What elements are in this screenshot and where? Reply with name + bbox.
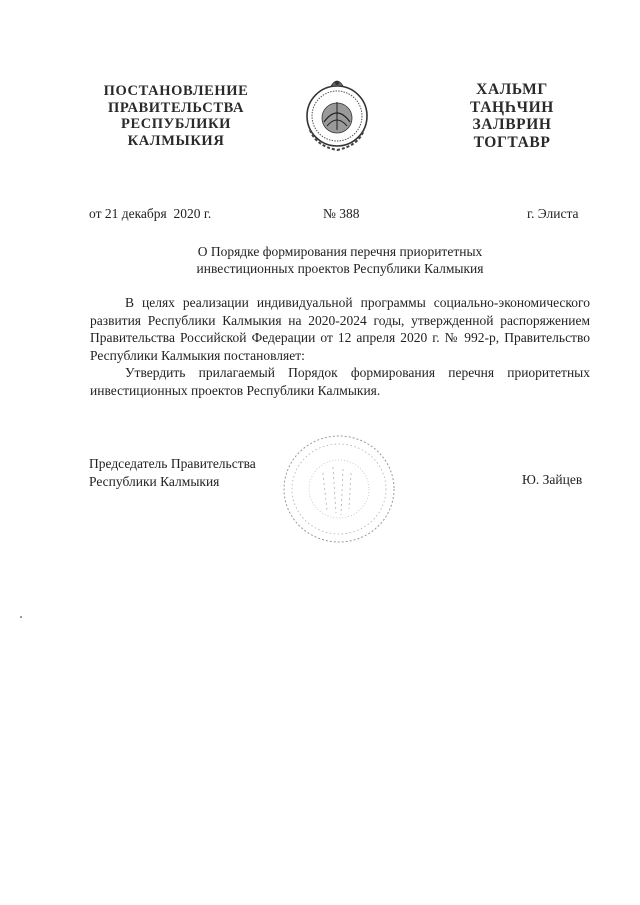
signature-position: [89, 455, 256, 490]
document-body: [90, 294, 590, 399]
header-right-line-2: ТАҢҺЧИН: [470, 98, 554, 116]
document-title-line-2: инвестиционных проектов Республики Калмыкия: [196, 260, 484, 276]
signature-position-line-2: Республики Калмыкия: [89, 473, 220, 489]
header-left: [96, 83, 256, 149]
header-left-line-3: РЕСПУБЛИКИ: [120, 116, 232, 132]
header-left-line-1: ПОСТАНОВЛЕНИЕ: [103, 83, 249, 99]
signature-position-line-1: Председатель Правительства: [89, 456, 256, 471]
header-right-line-3: ЗАЛВРИН: [472, 116, 552, 133]
header-left-line-2: ПРАВИТЕЛЬСТВА: [107, 99, 245, 116]
header-left-line-4: КАЛМЫКИЯ: [127, 132, 225, 149]
official-seal-icon: [281, 433, 397, 545]
margin-mark: [20, 616, 22, 618]
document-title-line-1: О Порядке формирования перечня приоритетных: [197, 244, 483, 259]
header-right-line-1: ХАЛЬМГ: [476, 81, 548, 98]
document-date: от 21 декабря 2020 г.: [89, 206, 212, 221]
document-city: г. Элиста: [527, 206, 579, 221]
republic-emblem-icon: [302, 74, 372, 156]
header-right: [448, 81, 576, 151]
signatory-name: Ю. Зайцев: [522, 472, 583, 487]
document-title: [150, 244, 530, 277]
document-number: № 388: [323, 206, 360, 221]
body-paragraph-2: Утвердить прилагаемый Порядок формирования перечня приоритетных инвестиционных проектов Республики Калмыкия.: [90, 365, 590, 398]
header-right-line-4: ТОГТАВР: [473, 133, 551, 151]
body-paragraph-1: В целях реализации индивидуальной программы социально-экономического развития Республики Калмыкия на 2020-2024 годы, утвержденной распоряжением Правительства Российской Федерации от 12 апреля 2020 г. № 992-р, Правительство Республики Калмыкия постановляет:: [90, 295, 590, 363]
